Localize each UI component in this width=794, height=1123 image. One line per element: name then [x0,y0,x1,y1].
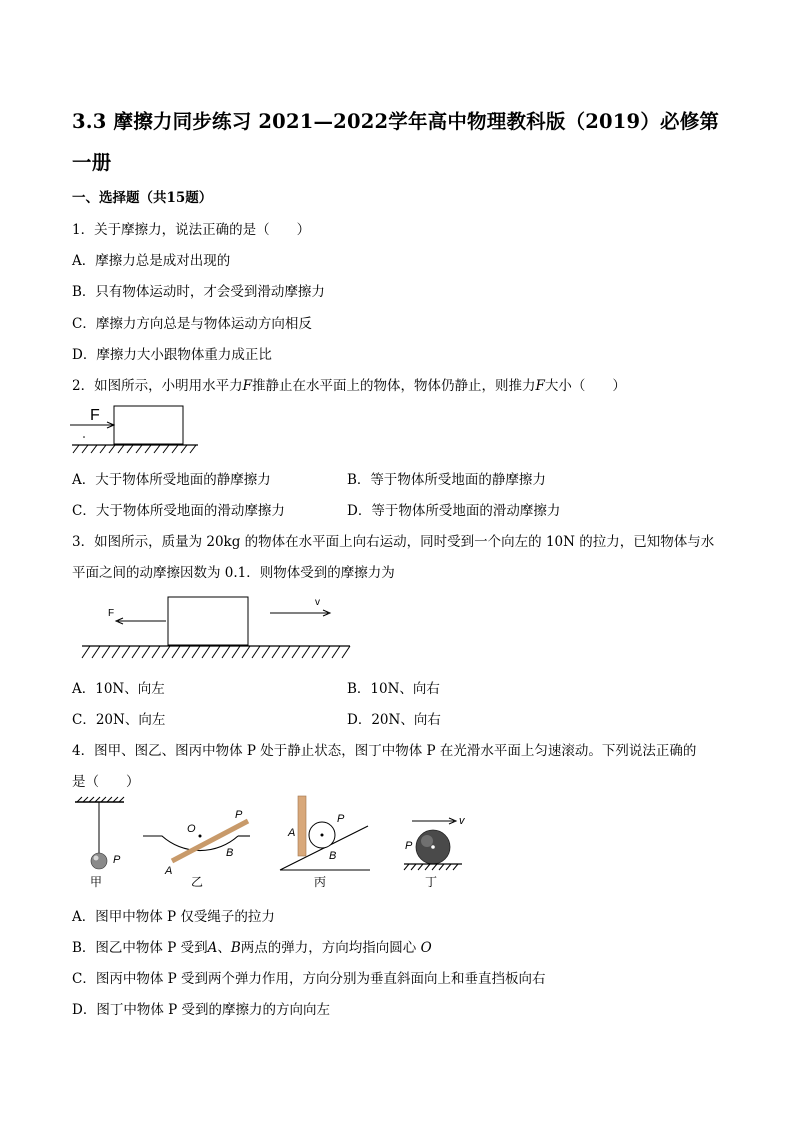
q2-option-b: B．等于物体所受地面的静摩擦力 [347,472,546,488]
q2-block [114,406,183,444]
q4-option-b-center-o: O [420,940,432,956]
q4-figure-jia [75,797,124,889]
q4-option-b-part1: B．图乙中物体 P 受到 [72,940,208,956]
q2-stem-var-f2: F [535,378,545,394]
q4-bing-caption: 丙 [314,875,327,889]
q4-option-a: A．图甲中物体 P 仅受绳子的拉力 [72,909,275,925]
q3-velocity-label: v [315,597,320,608]
q4-bing-p-label: P [337,813,345,825]
q4-stem-line2: 是（ ） [72,774,140,790]
q3-figure [80,594,352,662]
q4-option-b-point-b: B [230,940,241,956]
q4-bing-b-label: B [329,850,337,862]
q4-bing-a-label: A [288,827,296,839]
doc-title-line1: 3.3 摩擦力同步练习 2021—2022学年高中物理教科版（2019）必修第 [72,110,720,133]
q3-stem-line2: 平面之间的动摩擦因数为 0.1．则物体受到的摩擦力为 [72,565,395,581]
q2-stem [72,374,626,394]
q3-force-label: F [108,608,115,619]
q4-yi-b-label: B [226,847,234,859]
q4-yi-center-o [199,835,202,838]
q4-option-d: D．图丁中物体 P 受到的摩擦力的方向向左 [72,1002,330,1018]
q1-option-c: C．摩擦力方向总是与物体运动方向相反 [72,316,312,332]
q3-block [168,597,248,645]
q4-ding-p-label: P [405,840,413,852]
q4-yi-a-label: A [165,865,173,877]
doc-title-line2: 一册 [72,151,112,174]
section-heading: 一、选择题（共15题） [72,190,213,206]
q2-figure [70,400,200,458]
q4-figure-ding [404,815,466,889]
q4-yi-o-label: O [187,823,196,835]
q4-ding-caption: 丁 [425,875,438,889]
q1-stem: 1．关于摩擦力，说法正确的是（ ） [72,222,311,238]
q4-option-b-part2: 两点的弹力，方向均指向圆心 [240,940,417,956]
q4-option-b [72,936,432,956]
q3-option-a: A．10N、向左 [72,681,165,697]
q4-yi-bowl [143,836,238,851]
q1-option-b: B．只有物体运动时，才会受到滑动摩擦力 [72,284,325,300]
q4-option-b-sep: 、 [217,940,231,956]
q4-figure-bing [280,796,370,889]
q3-option-c: C．20N、向左 [72,712,166,728]
q2-option-a: A．大于物体所受地面的静摩擦力 [72,472,271,488]
q2-ground-hatch [73,445,196,453]
q4-jia-caption: 甲 [90,875,103,889]
q2-stem-var-f1: F [242,378,252,394]
q4-yi-rod [172,821,248,861]
q3-ground-hatch [82,646,350,658]
q1-option-a: A．摩擦力总是成对出现的 [72,253,231,269]
q4-jia-p-label: P [113,854,121,866]
q3-option-d: D．20N、向右 [347,712,441,728]
q4-bing-board [298,796,306,856]
q2-option-d: D．等于物体所受地面的滑动摩擦力 [347,503,561,519]
q4-option-c: C．图丙中物体 P 受到两个弹力作用，方向分别为垂直斜面向上和垂直挡板向右 [72,971,546,987]
q3-stem-line1: 3．如图所示，质量为 20kg 的物体在水平面上向右运动，同时受到一个向左的 10N 的拉力，已知物体与水 [72,534,715,550]
q2-stem-part3: 大小（ ） [544,378,626,394]
q2-dot [83,436,85,438]
q4-option-b-point-a: A [207,940,218,956]
q2-option-c: C．大于物体所受地面的滑动摩擦力 [72,503,285,519]
q2-figure-force-label: F [90,407,100,424]
q4-stem-line1: 4．图甲、图乙、图丙中物体 P 处于静止状态，图丁中物体 P 在光滑水平面上匀速滚动。下列说法正确的 [72,743,697,759]
q2-stem-part1: 2．如图所示，小明用水平力 [72,378,243,394]
q2-stem-part2: 推静止在水平面上的物体，物体仍静止，则推力 [251,378,536,394]
q4-figure-yi [143,809,250,889]
q4-yi-caption: 乙 [191,875,204,889]
q1-option-d: D．摩擦力大小跟物体重力成正比 [72,347,272,363]
q4-ding-v-label: v [459,815,465,827]
q4-yi-p-label: P [235,809,243,821]
q4-figure [70,796,480,896]
q4-jia-ball [91,853,107,869]
q3-option-b: B．10N、向右 [347,681,440,697]
